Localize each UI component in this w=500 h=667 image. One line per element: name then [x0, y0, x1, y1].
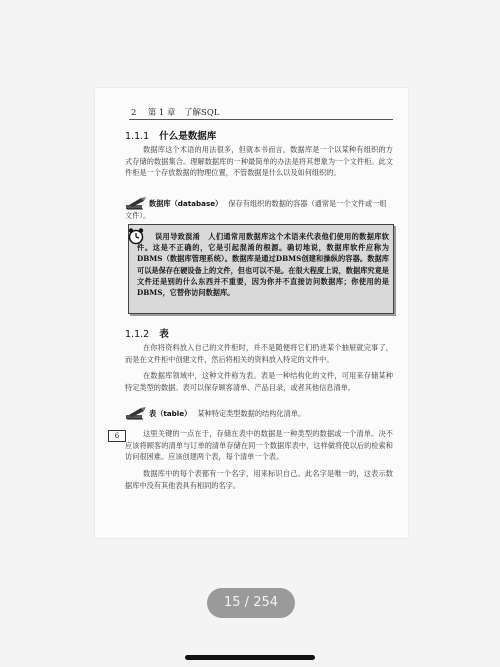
section-title: 表 [159, 329, 169, 340]
section-title: 什么是数据库 [159, 131, 217, 142]
running-header [131, 106, 391, 118]
margin-page-number: 6 [108, 430, 126, 442]
pencil-icon [125, 406, 147, 420]
paragraph: 这里关键的一点在于，存储在表中的数据是一种类型的数据或一个清单。决不应该将顾客的清单与订单的清单存储在同一个数据库表中，这样做将使以后的检索和访问很困难。应该创建两个表，每个清单一个表。 [125, 429, 393, 461]
pager-separator: / [244, 595, 250, 610]
pager-current: 15 [223, 595, 241, 610]
pager-total: 254 [253, 595, 279, 610]
warning-text [137, 231, 389, 298]
paragraph: 在数据库领域中，这种文件称为表。表是一种结构化的文件，可用来存储某种特定类型的数据。表可以保存顾客清单、产品目录，或者其他信息清单。 [125, 371, 393, 392]
definition-text: 保存有组织的数据的容器（通常是一个文件或一组文件）。 [125, 199, 387, 220]
definition-text: 某种特定类型数据的结构化清单。 [197, 409, 306, 418]
header-page-number: 2 [131, 108, 137, 118]
definition-term: 表（table） [149, 409, 192, 418]
definition-database [125, 198, 393, 221]
header-chapter: 第 1 章 了解SQL [147, 108, 220, 118]
section-heading-1 [125, 128, 216, 142]
page-indicator [207, 588, 295, 618]
header-rule [129, 119, 393, 120]
home-indicator[interactable] [185, 655, 315, 660]
warning-body: 人们通常用数据库这个术语来代表他们使用的数据库软件。这是不正确的，它是引起混淆的根源。确切地说，数据库软件应称为DBMS（数据库管理系统）。数据库是通过DBMS创建和操纵的容器。数据库可以是保存在硬设备上的文件，但也可以不是。在很大程度上说，数据库究竟是文件还是别的什么东西并不重要，因为你并不直接访问数据库；你使用的是DBMS，它替你访问数据库。 [137, 232, 389, 298]
definition-term: 数据库（database） [149, 199, 223, 208]
paragraph: 在你将资料放入自己的文件柜时，并不是随便将它们扔进某个抽屉就完事了，而是在文件柜中创建文件，然后将相关的资料放入特定的文件中。 [125, 343, 393, 364]
section-heading-2 [125, 326, 169, 340]
paragraph: 数据库这个术语的用法很多，但就本书而言，数据库是一个以某种有组织的方式存储的数据集合。理解数据库的一种最简单的办法是将其想象为一个文件柜。此文件柜是一个存放数据的物理位置，不管数据是什么以及如何组织的。 [125, 145, 393, 177]
section-number: 1.1.1 [125, 131, 150, 142]
pencil-icon [125, 196, 147, 210]
book-page [95, 88, 408, 538]
warning-label: 误用导致混淆 [155, 232, 201, 241]
warning-box [128, 224, 394, 314]
section-number: 1.1.2 [125, 329, 150, 340]
definition-table [125, 408, 393, 420]
paragraph: 数据库中的每个表都有一个名字，用来标识自己。此名字是唯一的，这表示数据库中没有其他表具有相同的名字。 [125, 469, 393, 490]
